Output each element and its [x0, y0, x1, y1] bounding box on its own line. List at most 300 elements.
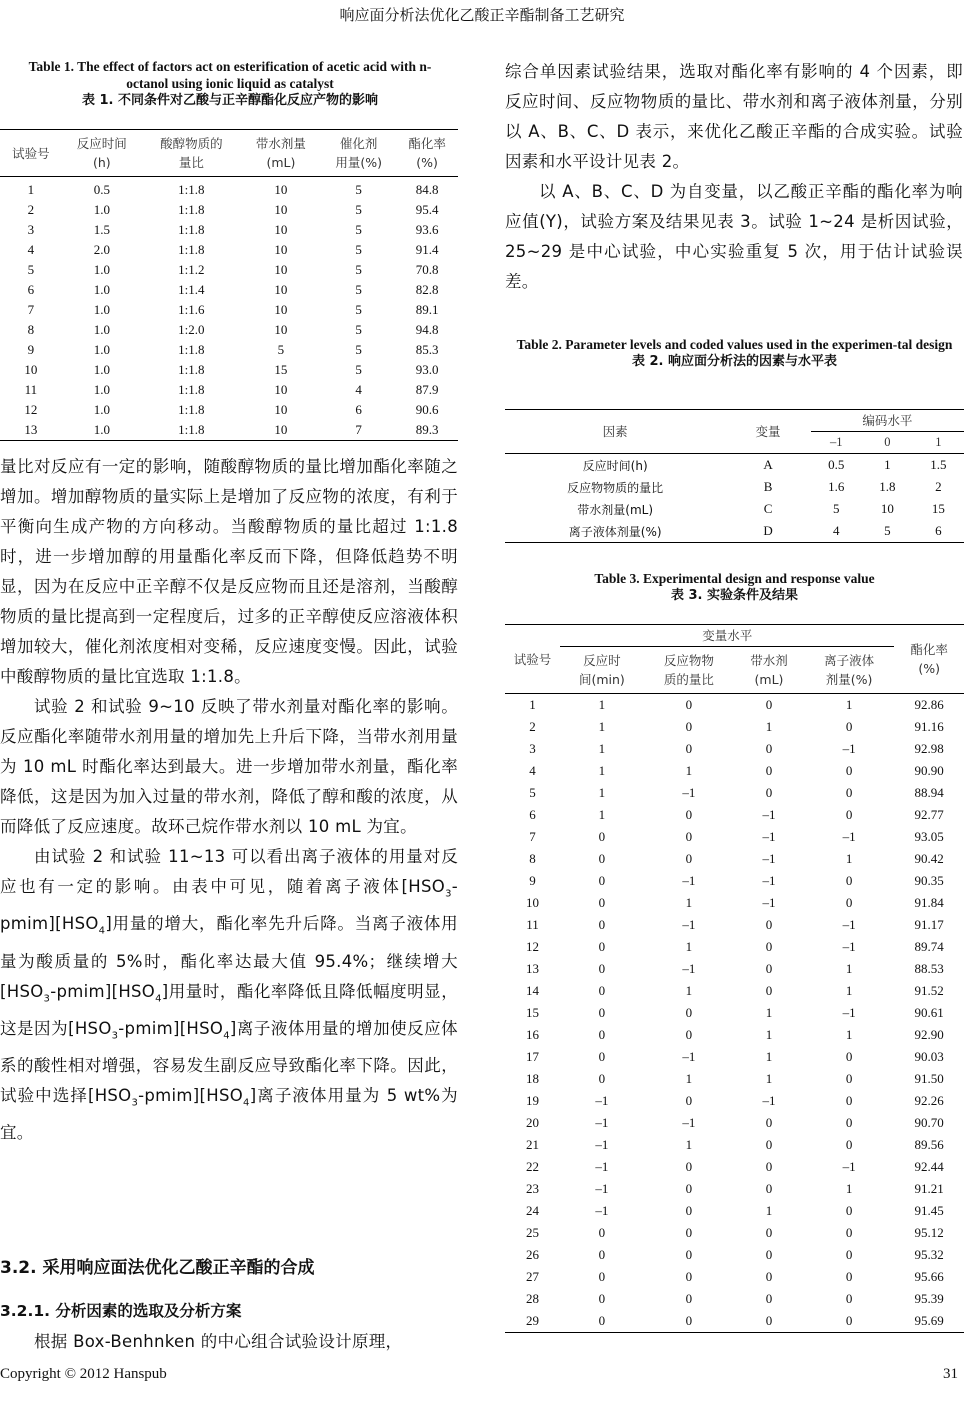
table-cell: 0 — [845, 785, 853, 800]
table-header-row — [505, 410, 964, 432]
table-cell: 1.5 — [93, 222, 110, 237]
table-cell: 91.17 — [914, 917, 944, 932]
table-cell: 0 — [598, 1225, 606, 1240]
subscript: 3 — [445, 888, 452, 900]
table-cell: 0 — [845, 1115, 853, 1130]
table-cell: –1 — [595, 1203, 609, 1218]
table-cell: 0 — [598, 1291, 606, 1306]
table-cell: 5 — [355, 222, 362, 237]
table-cell: 1:1.8 — [178, 242, 205, 257]
table-cell: 5 — [355, 262, 362, 277]
table-cell: 0 — [845, 763, 853, 778]
text-run: ]用量时，酯化率降低且降低幅度明显，这是因为[HSO — [0, 981, 458, 1038]
table-cell: 1:1.8 — [178, 382, 205, 397]
table-cell: 1.0 — [93, 362, 110, 377]
text-run: 综合单因素试验结果，选取对酯化率有影响的 4 个因素，即反应时间、反应物物质的量比、带水剂和离子液体剂量，分别以 A、B、C、D 表示，来优化乙酸正辛酯的合成实验。试验因素和水平设计见表 2。 — [505, 62, 963, 171]
table-cell: 5 — [833, 501, 840, 516]
table-cell: 0 — [845, 1203, 853, 1218]
table-cell: 5 — [355, 322, 362, 337]
table-cell: 0 — [765, 1269, 773, 1284]
table-cell: –1 — [682, 1049, 696, 1064]
table-cell: 2 — [27, 202, 35, 217]
text-run: ]离子液体用量为 5 wt%为宜。 — [0, 1086, 458, 1143]
table-cell: 5 — [277, 342, 285, 357]
table-row — [505, 1178, 964, 1200]
table-cell: –1 — [842, 917, 856, 932]
table-cell: 89.1 — [415, 302, 439, 317]
level-header: 1 — [913, 432, 964, 454]
table-cell: 反应物物质的量比 — [567, 480, 664, 495]
table-cell: –1 — [842, 939, 856, 954]
table-row — [505, 1046, 964, 1068]
table-cell: 0 — [685, 1181, 693, 1196]
table-cell: –1 — [842, 829, 856, 844]
table-cell: 87.9 — [415, 382, 439, 397]
table-cell: 4 — [529, 763, 536, 778]
table-cell: 0 — [765, 983, 773, 998]
table-cell: –1 — [762, 807, 776, 822]
table-cell: 0 — [685, 829, 693, 844]
table-cell: 21 — [526, 1137, 540, 1152]
table-cell: 0 — [765, 1137, 773, 1152]
table-cell: 8 — [27, 322, 35, 337]
table-cell: 0 — [845, 1247, 853, 1262]
table-row — [505, 870, 964, 892]
table-cell: 95.12 — [914, 1225, 944, 1240]
table-cell: 90.90 — [914, 763, 944, 778]
table-cell: 0 — [765, 1313, 773, 1328]
column-header: 试验号 — [0, 130, 62, 177]
table-cell: 22 — [526, 1159, 540, 1174]
table-row — [505, 892, 964, 914]
table-row — [505, 1134, 964, 1156]
column-header: 变量 — [725, 410, 810, 454]
table-cell: –1 — [595, 1115, 609, 1130]
table-cell: 0.5 — [93, 182, 110, 197]
table-cell: 5 — [355, 242, 362, 257]
table-cell: 13 — [24, 422, 38, 437]
subscript: 4 — [243, 1097, 250, 1109]
table-cell: 13 — [526, 961, 540, 976]
table-row — [0, 240, 458, 260]
table-cell: 2 — [529, 719, 536, 734]
table-cell: 1.0 — [93, 322, 110, 337]
table-cell: 0 — [598, 1071, 606, 1086]
table-cell: 1 — [685, 1137, 693, 1152]
table-cell: 95.39 — [914, 1291, 944, 1306]
table-cell: 5 — [884, 523, 891, 538]
body-paragraph: 根据 Box-Benhnken 的中心组合试验设计原理， — [34, 1332, 403, 1351]
table-cell: 10 — [274, 242, 288, 257]
table-row — [505, 1112, 964, 1134]
table-cell: 11 — [526, 917, 539, 932]
table-cell: 5 — [529, 785, 536, 800]
table-cell: –1 — [682, 961, 696, 976]
subscript: 3 — [131, 1097, 139, 1109]
text-run: 试验 2 和试验 9~10 反映了带水剂量对酯化率的影响。反应酯化率随带水剂用量的增加先上升后下降，当带水剂用量为 10 mL 时酯化率达到最大。进一步增加带水剂量，酯化率降低，这是因为加入过量的带水剂，降低了醇和酸的浓度，从而降低了反应速度。故环己烷作带水剂以 10 mL 为宜。 — [0, 697, 458, 836]
table-cell: 10 — [274, 302, 288, 317]
level-header: 0 — [862, 432, 913, 454]
column-header: 因素 — [505, 410, 725, 454]
table-cell: 29 — [526, 1313, 540, 1328]
text-run: 量比对反应有一定的影响，随酸醇物质的量比增加酯化率随之增加。增加醇物质的量实际上是增加了反应物的浓度，有利于平衡向生成产物的方向移动。当酸醇物质的量比超过 1:1.8 时，进一步增加醇的用量酯化率反而下降，但降低趋势不明显，因为在反应中正辛醇不仅是反应物而且还是溶剂，当酸醇物质的量比提高到一定程度后，过多的正辛醇使反应溶液体积增加较大，催化剂浓度相对变稀，反应速度变慢。因此，试验中酸醇物质的量比宜选取 1:1.8。 — [0, 457, 458, 686]
table-cell: 91.16 — [914, 719, 944, 734]
table-cell: 5 — [355, 282, 362, 297]
table-cell: 10 — [24, 362, 38, 377]
table3-caption — [505, 570, 964, 605]
table-cell: 0 — [845, 1049, 853, 1064]
table-cell: 1 — [765, 1005, 773, 1020]
table-cell: 1:2.0 — [178, 322, 205, 337]
table1-caption — [10, 58, 450, 110]
table-cell: 12 — [526, 939, 540, 954]
table-row — [505, 1310, 964, 1333]
table-cell: 1 — [845, 961, 853, 976]
table-cell: 1 — [845, 851, 853, 866]
table-cell: 1.0 — [93, 202, 110, 217]
running-header: 响应面分析法优化乙酸正辛酯制备工艺研究 — [339, 6, 625, 24]
table-cell: 1 — [529, 697, 536, 712]
table-cell: 90.70 — [914, 1115, 944, 1130]
table-cell: 0 — [845, 1093, 853, 1108]
table-row — [0, 200, 458, 220]
table-row — [505, 848, 964, 870]
table-cell: 1:1.8 — [178, 202, 205, 217]
table-row — [505, 1068, 964, 1090]
table-cell: 10 — [274, 382, 288, 397]
table-cell: 1.0 — [93, 402, 110, 417]
table-cell: 1 — [765, 719, 773, 734]
column-group-header: 变量水平 — [560, 625, 894, 647]
table-cell: 5 — [355, 302, 362, 317]
table-cell: 0 — [845, 719, 853, 734]
table-row — [505, 804, 964, 826]
right-body-text — [505, 57, 963, 297]
table-cell: 1 — [598, 785, 606, 800]
table-cell: 1 — [685, 763, 693, 778]
table-cell: 1:1.8 — [178, 402, 205, 417]
body-paragraph — [0, 452, 458, 692]
table-cell: 93.6 — [415, 222, 439, 237]
table-cell: 5 — [355, 202, 362, 217]
table-cell: 91.50 — [914, 1071, 944, 1086]
table-cell: 91.4 — [415, 242, 439, 257]
table-cell: 0 — [598, 917, 606, 932]
table-row — [505, 1244, 964, 1266]
table-row — [505, 1200, 964, 1222]
table-cell: 1.0 — [93, 302, 110, 317]
table-cell: –1 — [842, 1159, 856, 1174]
table-cell: –1 — [762, 1093, 776, 1108]
table-cell: 4 — [833, 523, 840, 538]
table-cell: 1:1.8 — [178, 342, 205, 357]
table-cell: 0 — [765, 785, 773, 800]
table-cell: 1 — [27, 182, 35, 197]
table-cell: A — [763, 457, 773, 472]
table2-caption-en: Table 2. Parameter levels and coded values used in the experimen-tal design — [516, 337, 953, 352]
table-cell: 0 — [765, 763, 773, 778]
table-row — [505, 936, 964, 958]
table-cell: 10 — [274, 402, 288, 417]
table-cell: 9 — [529, 873, 536, 888]
table-cell: 1 — [765, 1071, 773, 1086]
table-cell: 94.8 — [415, 322, 439, 337]
table-cell: 3 — [27, 222, 35, 237]
table-header-row — [0, 130, 458, 177]
table3-caption-en: Table 3. Experimental design and response value — [594, 571, 875, 586]
table-cell: 0 — [685, 1203, 693, 1218]
table-cell: 1.5 — [930, 457, 947, 472]
table-cell: 0 — [765, 697, 773, 712]
table-row — [505, 958, 964, 980]
table-row — [0, 380, 458, 400]
table-cell: 93.05 — [914, 829, 944, 844]
table-cell: 5 — [27, 262, 35, 277]
table-cell: 7 — [355, 422, 362, 437]
table-cell: 5 — [355, 182, 362, 197]
table-cell: –1 — [842, 741, 856, 756]
text-run: 由试验 2 和试验 11~13 可以看出离子液体的用量对反应也有一定的影响。由表中可见，随着离子液体[HSO — [0, 847, 458, 896]
table-cell: 0 — [685, 851, 693, 866]
table-cell: 25 — [526, 1225, 540, 1240]
table-cell: 19 — [526, 1093, 540, 1108]
table-cell: 9 — [27, 342, 35, 357]
table-cell: 95.32 — [914, 1247, 944, 1262]
table-cell: 0 — [598, 1313, 606, 1328]
table-cell: 8 — [529, 851, 536, 866]
table-row — [505, 1266, 964, 1288]
table-cell: 16 — [526, 1027, 540, 1042]
table-cell: 10 — [274, 322, 288, 337]
table-cell: 1:1.8 — [178, 362, 205, 377]
table-cell: 0 — [765, 741, 773, 756]
table-cell: 5 — [355, 362, 362, 377]
column-header: 反应时 间(min) — [560, 647, 644, 694]
table1 — [0, 129, 458, 441]
table-cell: –1 — [682, 917, 696, 932]
text-run: -pmim][HSO — [118, 1018, 224, 1038]
table-cell: 90.03 — [914, 1049, 944, 1064]
table-cell: 24 — [526, 1203, 540, 1218]
table-cell: 1.0 — [93, 342, 110, 357]
table-cell: 89.56 — [914, 1137, 944, 1152]
table-cell: 92.98 — [914, 741, 944, 756]
text-run: -pmim][HSO — [138, 1086, 244, 1106]
column-header: 反应物物 质的量比 — [644, 647, 735, 694]
table-cell: 7 — [27, 302, 35, 317]
table-cell: –1 — [682, 785, 696, 800]
text-run: ]离子液体用量的增加使反应体系的酸性相对增强，容易发生副反应导致酯化率下降。因此，试验中选择[HSO — [0, 1018, 458, 1106]
table-cell: 0 — [598, 895, 606, 910]
table-row — [0, 360, 458, 380]
table-cell: –1 — [762, 829, 776, 844]
table-cell: 1 — [598, 763, 606, 778]
table-cell: 92.86 — [914, 697, 944, 712]
table-cell: 0 — [685, 1159, 693, 1174]
table-cell: 15 — [274, 362, 288, 377]
table-cell: 17 — [526, 1049, 540, 1064]
table-cell: 0 — [685, 1027, 693, 1042]
table-cell: 95.69 — [914, 1313, 944, 1328]
table-cell: 12 — [24, 402, 38, 417]
table-cell: 4 — [355, 382, 362, 397]
table-cell: 0 — [765, 1247, 773, 1262]
column-header: 带水剂量 (mL) — [241, 130, 321, 177]
column-header: 酯化率 (%) — [894, 625, 964, 694]
table-cell: 27 — [526, 1269, 540, 1284]
table-row — [505, 1288, 964, 1310]
table-cell: 95.66 — [914, 1269, 944, 1284]
table2-caption-zh: 表 2. 响应面分析法的因素与水平表 — [631, 354, 838, 369]
table-cell: 带水剂量(mL) — [577, 502, 654, 517]
table2 — [505, 409, 964, 543]
body-paragraph — [0, 692, 458, 842]
table-row — [0, 300, 458, 320]
table-cell: 0 — [598, 983, 606, 998]
text-run: -pmim][HSO — [0, 877, 458, 934]
table-cell: 93.0 — [415, 362, 439, 377]
table-cell: 10 — [274, 422, 288, 437]
table-cell: 89.74 — [914, 939, 944, 954]
table-cell: 1 — [765, 1203, 773, 1218]
table-row — [505, 716, 964, 738]
table-cell: 1.0 — [93, 282, 110, 297]
table-cell: 7 — [529, 829, 536, 844]
table-row — [505, 520, 964, 543]
table-cell: 85.3 — [415, 342, 439, 357]
table-cell: 1 — [845, 1027, 853, 1042]
table-cell: –1 — [762, 851, 776, 866]
column-header: 催化剂 用量(%) — [321, 130, 396, 177]
table-cell: 10 — [274, 202, 288, 217]
section-heading: 3.2. 采用响应面法优化乙酸正辛酯的合成 — [0, 1258, 315, 1278]
table-cell: 0 — [685, 697, 693, 712]
table-cell: 0 — [765, 961, 773, 976]
table-cell: 0 — [598, 939, 606, 954]
table-cell: –1 — [595, 1093, 609, 1108]
text-run: ]用量的增大，酯化率先升后降。当离子液体用量为酸质量的 5%时，酯化率达最大值 95.4%；继续增大[HSO — [0, 914, 458, 1001]
column-header: 编码水平 — [811, 410, 964, 432]
table1-caption-zh: 表 1. 不同条件对乙酸与正辛醇酯化反应产物的影响 — [81, 93, 379, 108]
table-row — [0, 400, 458, 420]
table-cell: 0 — [845, 1291, 853, 1306]
table-cell: 1 — [598, 807, 606, 822]
table-cell: 0 — [685, 1313, 693, 1328]
table-cell: 1 — [598, 719, 606, 734]
table1-caption-en: Table 1. The effect of factors act on esterification of acetic acid with n-octanol using ionic liquid as catalyst — [28, 59, 432, 91]
table-row — [0, 340, 458, 360]
copyright: Copyright © 2012 Hanspub — [0, 1366, 167, 1382]
table-cell: 1 — [685, 983, 693, 998]
table-header-row — [505, 625, 964, 647]
column-header: 反应时间 (h) — [62, 130, 142, 177]
table2-caption — [505, 336, 964, 371]
table-cell: –1 — [762, 873, 776, 888]
table-cell: –1 — [842, 1005, 856, 1020]
table-cell: 0 — [845, 1225, 853, 1240]
table-cell: 1.0 — [93, 422, 110, 437]
table-cell: 0 — [765, 1115, 773, 1130]
table-cell: 1.6 — [828, 479, 845, 494]
table-cell: 0 — [598, 851, 606, 866]
table-cell: 0 — [685, 1005, 693, 1020]
table-row — [505, 980, 964, 1002]
table-cell: 89.3 — [415, 422, 439, 437]
table-cell: 0 — [598, 829, 606, 844]
table-row — [0, 220, 458, 240]
table-cell: 0 — [685, 1269, 693, 1284]
table-cell: 0 — [765, 1159, 773, 1174]
table-cell: 15 — [931, 501, 945, 516]
table-row — [505, 738, 964, 760]
column-header: 试验号 — [505, 625, 560, 694]
table-cell: 0 — [685, 807, 693, 822]
table-cell: 26 — [526, 1247, 540, 1262]
table-cell: 0.5 — [828, 457, 845, 472]
table-cell: 1 — [845, 1181, 853, 1196]
table-row — [0, 320, 458, 340]
subscript: 4 — [98, 925, 106, 937]
table-cell: 1 — [598, 697, 606, 712]
table-cell: 0 — [598, 873, 606, 888]
table-cell: 2.0 — [93, 242, 110, 257]
table-row — [0, 420, 458, 441]
table-cell: 3 — [529, 741, 536, 756]
table-cell: 0 — [598, 1049, 606, 1064]
table-cell: 0 — [598, 1027, 606, 1042]
table-cell: 1:1.4 — [178, 282, 205, 297]
table-cell: 82.8 — [415, 282, 439, 297]
table-cell: 1.0 — [93, 382, 110, 397]
table-cell: 92.90 — [914, 1027, 944, 1042]
table-row — [505, 476, 964, 498]
table-cell: C — [763, 501, 773, 516]
table3 — [505, 624, 964, 1333]
subscript: 4 — [223, 1030, 230, 1042]
body-paragraph — [505, 57, 963, 177]
table-cell: 0 — [685, 1225, 693, 1240]
table3-caption-zh: 表 3. 实验条件及结果 — [670, 588, 799, 603]
table-row — [0, 177, 458, 201]
table-cell: 91.52 — [914, 983, 944, 998]
table-row — [505, 914, 964, 936]
table-row — [0, 280, 458, 300]
table-cell: D — [763, 523, 773, 538]
table-cell: 28 — [526, 1291, 540, 1306]
table-cell: 0 — [845, 1137, 853, 1152]
table-row — [0, 260, 458, 280]
table-cell: 0 — [845, 895, 853, 910]
table-cell: 6 — [935, 523, 942, 538]
table-cell: 0 — [685, 1093, 693, 1108]
table-cell: 90.42 — [914, 851, 944, 866]
table-row — [505, 1090, 964, 1112]
table-cell: 1 — [685, 895, 693, 910]
table-cell: 10 — [880, 501, 894, 516]
level-header: –1 — [811, 432, 862, 454]
table-cell: 0 — [598, 1005, 606, 1020]
table-cell: 95.4 — [415, 202, 439, 217]
table-cell: 10 — [274, 262, 288, 277]
table-cell: 10 — [526, 895, 540, 910]
table-cell: B — [763, 479, 773, 494]
column-header: 带水剂 (mL) — [734, 647, 804, 694]
column-header: 酸醇物质的 量比 — [142, 130, 241, 177]
table-cell: 92.44 — [914, 1159, 944, 1174]
table-cell: 1 — [685, 1071, 693, 1086]
table-cell: 0 — [845, 873, 853, 888]
table-row — [505, 1002, 964, 1024]
